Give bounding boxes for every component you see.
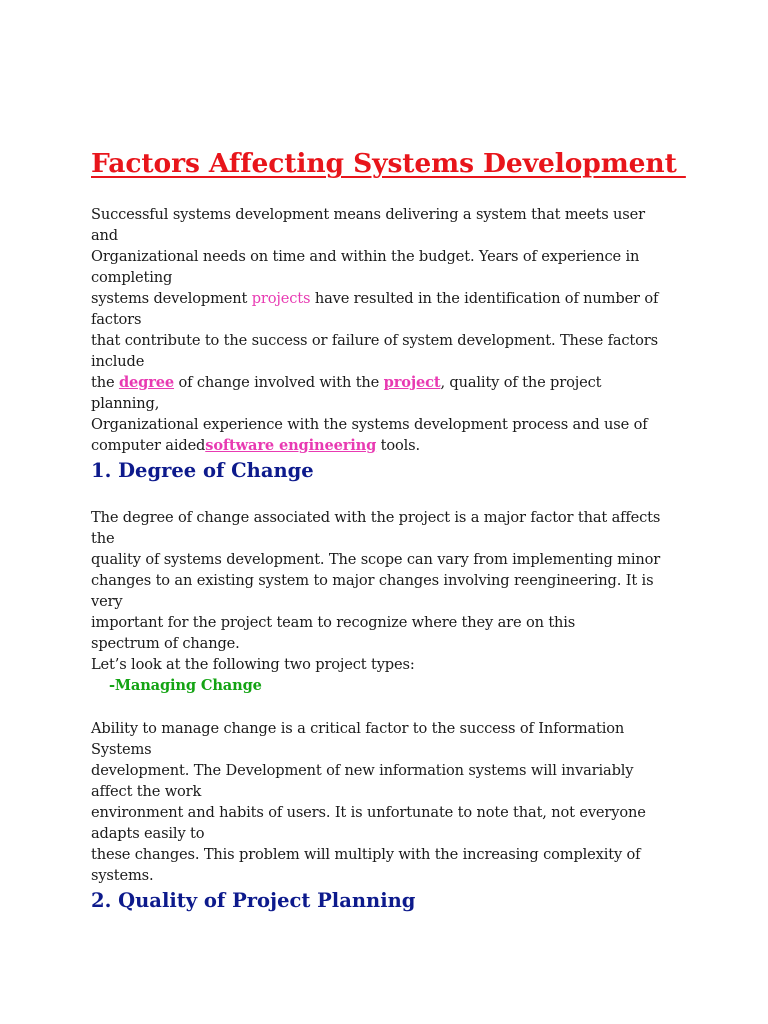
text-line: environment and habits of users. It is unfortunate to note that, not everyone — [91, 804, 646, 821]
text-line: changes to an existing system to major changes involving reengineering. It is — [91, 572, 654, 589]
text-segment: tools. — [376, 437, 420, 454]
text-line: Organizational experience with the systems development process and use of — [91, 416, 648, 433]
text-line: systems. — [91, 867, 154, 884]
text-segment: systems development — [91, 290, 252, 307]
degree-of-change-paragraph — [91, 507, 691, 696]
text-line — [91, 372, 691, 393]
text-line: development. The Development of new information systems will invariably — [91, 762, 634, 779]
section-heading-degree-of-change: 1. Degree of Change — [91, 459, 314, 482]
software-engineering-link[interactable]: software engineering — [205, 437, 377, 454]
text-line: spectrum of change. — [91, 635, 240, 652]
text-line: include — [91, 353, 145, 370]
text-line: Systems — [91, 741, 152, 758]
project-link[interactable]: project — [383, 374, 441, 391]
text-line: affect the work — [91, 783, 202, 800]
text-line: Organizational needs on time and within the budget. Years of experience in — [91, 248, 640, 265]
text-line — [91, 435, 691, 456]
text-line: factors — [91, 311, 142, 328]
text-line: adapts easily to — [91, 825, 205, 842]
text-line: Let’s look at the following two project types: — [91, 656, 415, 673]
subheading-managing-change: -Managing Change — [109, 677, 262, 694]
text-line: and — [91, 227, 118, 244]
text-segment: of change involved with the — [174, 374, 384, 391]
text-line — [91, 288, 691, 309]
text-line: Successful systems development means delivering a system that meets user — [91, 206, 645, 223]
document-title: Factors Affecting Systems Development — [91, 148, 686, 179]
managing-change-paragraph — [91, 718, 691, 886]
text-line: important for the project team to recognize where they are on this — [91, 614, 576, 631]
text-segment: have resulted in the identification of number of — [310, 290, 659, 307]
projects-link[interactable]: projects — [251, 290, 311, 307]
text-segment: , quality of the project — [440, 374, 602, 391]
text-line: that contribute to the success or failure of system development. These factors — [91, 332, 658, 349]
text-segment: computer aided — [91, 437, 206, 454]
text-line: planning, — [91, 395, 160, 412]
text-line: quality of systems development. The scope can vary from implementing minor — [91, 551, 661, 568]
text-line: the — [91, 530, 115, 547]
text-line: completing — [91, 269, 173, 286]
text-line: Ability to manage change is a critical factor to the success of Information — [91, 720, 625, 737]
degree-link[interactable]: degree — [118, 374, 175, 391]
section-heading-quality-of-project-planning: 2. Quality of Project Planning — [91, 889, 416, 912]
text-line: The degree of change associated with the project is a major factor that affects — [91, 509, 661, 526]
intro-paragraph — [91, 204, 691, 456]
text-segment: the — [91, 374, 119, 391]
text-line: these changes. This problem will multiply with the increasing complexity of — [91, 846, 641, 863]
text-line: very — [91, 593, 123, 610]
